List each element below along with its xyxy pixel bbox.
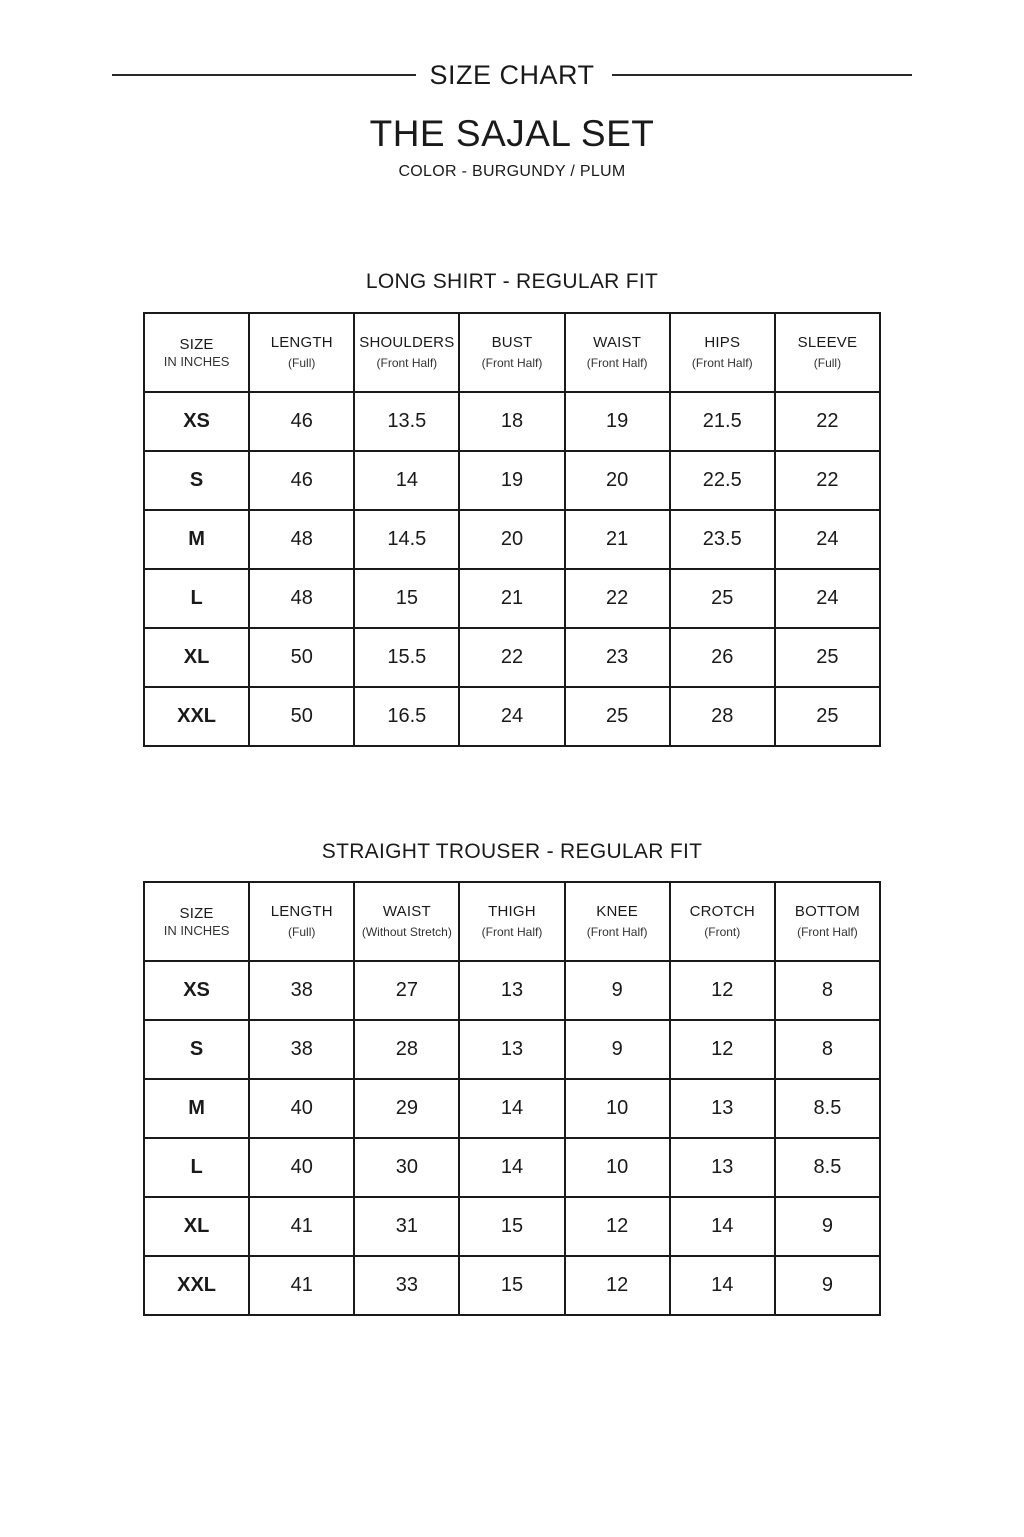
measurement-cell: 10 bbox=[565, 1079, 670, 1138]
size-label-cell: S bbox=[144, 1020, 249, 1079]
column-name: SIZE bbox=[179, 335, 214, 353]
measurement-cell: 8 bbox=[775, 1020, 880, 1079]
column-name: BOTTOM bbox=[794, 903, 860, 920]
column-name: HIPS bbox=[704, 334, 741, 351]
trouser-table-row bbox=[144, 1138, 880, 1197]
column-unit: (Front Half) bbox=[586, 925, 648, 939]
column-name: CROTCH bbox=[689, 903, 755, 920]
measurement-cell: 13 bbox=[459, 1020, 564, 1079]
measurement-cell: 22.5 bbox=[670, 451, 775, 510]
measurement-cell: 46 bbox=[249, 451, 354, 510]
trouser-table-row bbox=[144, 961, 880, 1020]
measurement-cell: 9 bbox=[565, 1020, 670, 1079]
measurement-cell: 15 bbox=[459, 1256, 564, 1315]
measurement-cell: 23.5 bbox=[670, 510, 775, 569]
column-unit: (Front Half) bbox=[797, 925, 858, 939]
measurement-cell: 8.5 bbox=[775, 1138, 880, 1197]
measurement-cell: 15 bbox=[354, 569, 459, 628]
measurement-cell: 21 bbox=[459, 569, 564, 628]
measurement-cell: 38 bbox=[249, 961, 354, 1020]
measurement-cell: 24 bbox=[775, 510, 880, 569]
size-label-cell: L bbox=[144, 569, 249, 628]
column-name: LENGTH bbox=[270, 334, 333, 351]
size-label-cell: M bbox=[144, 1079, 249, 1138]
measurement-cell: 25 bbox=[775, 628, 880, 687]
measurement-cell: 26 bbox=[670, 628, 775, 687]
measurement-cell: 8 bbox=[775, 961, 880, 1020]
measurement-cell: 9 bbox=[565, 961, 670, 1020]
measurement-cell: 13 bbox=[459, 961, 564, 1020]
measurement-cell: 13.5 bbox=[354, 392, 459, 451]
measurement-cell: 19 bbox=[459, 451, 564, 510]
measurement-cell: 30 bbox=[354, 1138, 459, 1197]
size-label-cell: S bbox=[144, 451, 249, 510]
column-unit: (Front) bbox=[704, 925, 741, 939]
size-label-cell: XL bbox=[144, 1197, 249, 1256]
trouser-column-header bbox=[670, 882, 775, 961]
shirt-table-row bbox=[144, 392, 880, 451]
trouser-table-row bbox=[144, 1197, 880, 1256]
product-title: THE SAJAL SET bbox=[369, 113, 655, 154]
measurement-cell: 40 bbox=[249, 1079, 354, 1138]
trouser-table-row bbox=[144, 1079, 880, 1138]
measurement-cell: 14 bbox=[459, 1138, 564, 1197]
measurement-cell: 14 bbox=[354, 451, 459, 510]
trouser-column-header bbox=[459, 882, 564, 961]
column-name: SIZE bbox=[179, 904, 214, 922]
trouser-header-row bbox=[144, 882, 880, 961]
measurement-cell: 20 bbox=[459, 510, 564, 569]
column-name: SHOULDERS bbox=[359, 334, 455, 351]
column-unit: IN INCHES bbox=[163, 353, 230, 369]
trouser-column-header bbox=[144, 882, 249, 961]
column-name: THIGH bbox=[488, 903, 536, 920]
shirt-column-header bbox=[775, 313, 880, 392]
column-unit: (Front Half) bbox=[586, 356, 648, 370]
measurement-cell: 18 bbox=[459, 392, 564, 451]
measurement-cell: 14 bbox=[670, 1197, 775, 1256]
measurement-cell: 9 bbox=[775, 1256, 880, 1315]
measurement-cell: 21 bbox=[565, 510, 670, 569]
measurement-cell: 13 bbox=[670, 1079, 775, 1138]
column-name: WAIST bbox=[382, 903, 431, 920]
shirt-table-row bbox=[144, 510, 880, 569]
column-name: LENGTH bbox=[270, 903, 333, 920]
measurement-cell: 12 bbox=[565, 1256, 670, 1315]
trouser-table-row bbox=[144, 1256, 880, 1315]
shirt-table-row bbox=[144, 569, 880, 628]
measurement-cell: 41 bbox=[249, 1256, 354, 1315]
measurement-cell: 22 bbox=[565, 569, 670, 628]
measurement-cell: 50 bbox=[249, 687, 354, 746]
measurement-cell: 22 bbox=[459, 628, 564, 687]
measurement-cell: 33 bbox=[354, 1256, 459, 1315]
size-label-cell: XL bbox=[144, 628, 249, 687]
trouser-column-header bbox=[354, 882, 459, 961]
measurement-cell: 48 bbox=[249, 510, 354, 569]
trouser-size-table bbox=[143, 881, 881, 1316]
measurement-cell: 50 bbox=[249, 628, 354, 687]
column-unit: (Front Half) bbox=[481, 925, 543, 939]
measurement-cell: 22 bbox=[775, 451, 880, 510]
measurement-cell: 38 bbox=[249, 1020, 354, 1079]
measurement-cell: 12 bbox=[670, 961, 775, 1020]
measurement-cell: 23 bbox=[565, 628, 670, 687]
trouser-column-header bbox=[775, 882, 880, 961]
measurement-cell: 14.5 bbox=[354, 510, 459, 569]
measurement-cell: 21.5 bbox=[670, 392, 775, 451]
column-unit: (Front Half) bbox=[481, 356, 543, 370]
trouser-column-header bbox=[249, 882, 354, 961]
chart-label: SIZE CHART bbox=[429, 60, 595, 90]
measurement-cell: 41 bbox=[249, 1197, 354, 1256]
measurement-cell: 8.5 bbox=[775, 1079, 880, 1138]
measurement-cell: 16.5 bbox=[354, 687, 459, 746]
size-label-cell: XXL bbox=[144, 687, 249, 746]
trouser-table-title: STRAIGHT TROUSER - REGULAR FIT bbox=[321, 840, 703, 863]
trouser-table-row bbox=[144, 1020, 880, 1079]
measurement-cell: 48 bbox=[249, 569, 354, 628]
column-unit: (Without Stretch) bbox=[361, 925, 452, 939]
size-label-cell: XS bbox=[144, 392, 249, 451]
measurement-cell: 28 bbox=[354, 1020, 459, 1079]
shirt-table-row bbox=[144, 628, 880, 687]
measurement-cell: 15.5 bbox=[354, 628, 459, 687]
measurement-cell: 25 bbox=[775, 687, 880, 746]
shirt-header-row bbox=[144, 313, 880, 392]
shirt-column-header bbox=[354, 313, 459, 392]
column-name: KNEE bbox=[596, 903, 638, 920]
measurement-cell: 20 bbox=[565, 451, 670, 510]
size-label-cell: XXL bbox=[144, 1256, 249, 1315]
measurement-cell: 28 bbox=[670, 687, 775, 746]
column-unit: (Full) bbox=[813, 356, 842, 370]
measurement-cell: 24 bbox=[775, 569, 880, 628]
trouser-column-header bbox=[565, 882, 670, 961]
column-unit: (Front Half) bbox=[691, 356, 753, 370]
column-unit: IN INCHES bbox=[163, 922, 230, 938]
size-label-cell: L bbox=[144, 1138, 249, 1197]
measurement-cell: 14 bbox=[670, 1256, 775, 1315]
measurement-cell: 12 bbox=[670, 1020, 775, 1079]
size-label-cell: M bbox=[144, 510, 249, 569]
shirt-table-row bbox=[144, 451, 880, 510]
measurement-cell: 27 bbox=[354, 961, 459, 1020]
column-name: SLEEVE bbox=[797, 334, 858, 351]
product-color: COLOR - BURGUNDY / PLUM bbox=[398, 163, 626, 180]
shirt-column-header bbox=[459, 313, 564, 392]
measurement-cell: 14 bbox=[459, 1079, 564, 1138]
shirt-column-header bbox=[670, 313, 775, 392]
column-name: WAIST bbox=[593, 334, 642, 351]
size-label-cell: XS bbox=[144, 961, 249, 1020]
measurement-cell: 9 bbox=[775, 1197, 880, 1256]
shirt-column-header bbox=[249, 313, 354, 392]
measurement-cell: 12 bbox=[565, 1197, 670, 1256]
measurement-cell: 25 bbox=[670, 569, 775, 628]
measurement-cell: 19 bbox=[565, 392, 670, 451]
measurement-cell: 31 bbox=[354, 1197, 459, 1256]
shirt-table-row bbox=[144, 687, 880, 746]
shirt-column-header bbox=[144, 313, 249, 392]
measurement-cell: 25 bbox=[565, 687, 670, 746]
measurement-cell: 22 bbox=[775, 392, 880, 451]
column-unit: (Full) bbox=[288, 925, 316, 939]
column-unit: (Full) bbox=[288, 356, 316, 370]
measurement-cell: 29 bbox=[354, 1079, 459, 1138]
column-unit: (Front Half) bbox=[376, 356, 438, 370]
measurement-cell: 10 bbox=[565, 1138, 670, 1197]
shirt-size-table bbox=[143, 312, 881, 747]
measurement-cell: 15 bbox=[459, 1197, 564, 1256]
measurement-cell: 13 bbox=[670, 1138, 775, 1197]
shirt-table-title: LONG SHIRT - REGULAR FIT bbox=[365, 270, 659, 293]
measurement-cell: 24 bbox=[459, 687, 564, 746]
measurement-cell: 46 bbox=[249, 392, 354, 451]
shirt-column-header bbox=[565, 313, 670, 392]
column-name: BUST bbox=[491, 334, 533, 351]
measurement-cell: 40 bbox=[249, 1138, 354, 1197]
